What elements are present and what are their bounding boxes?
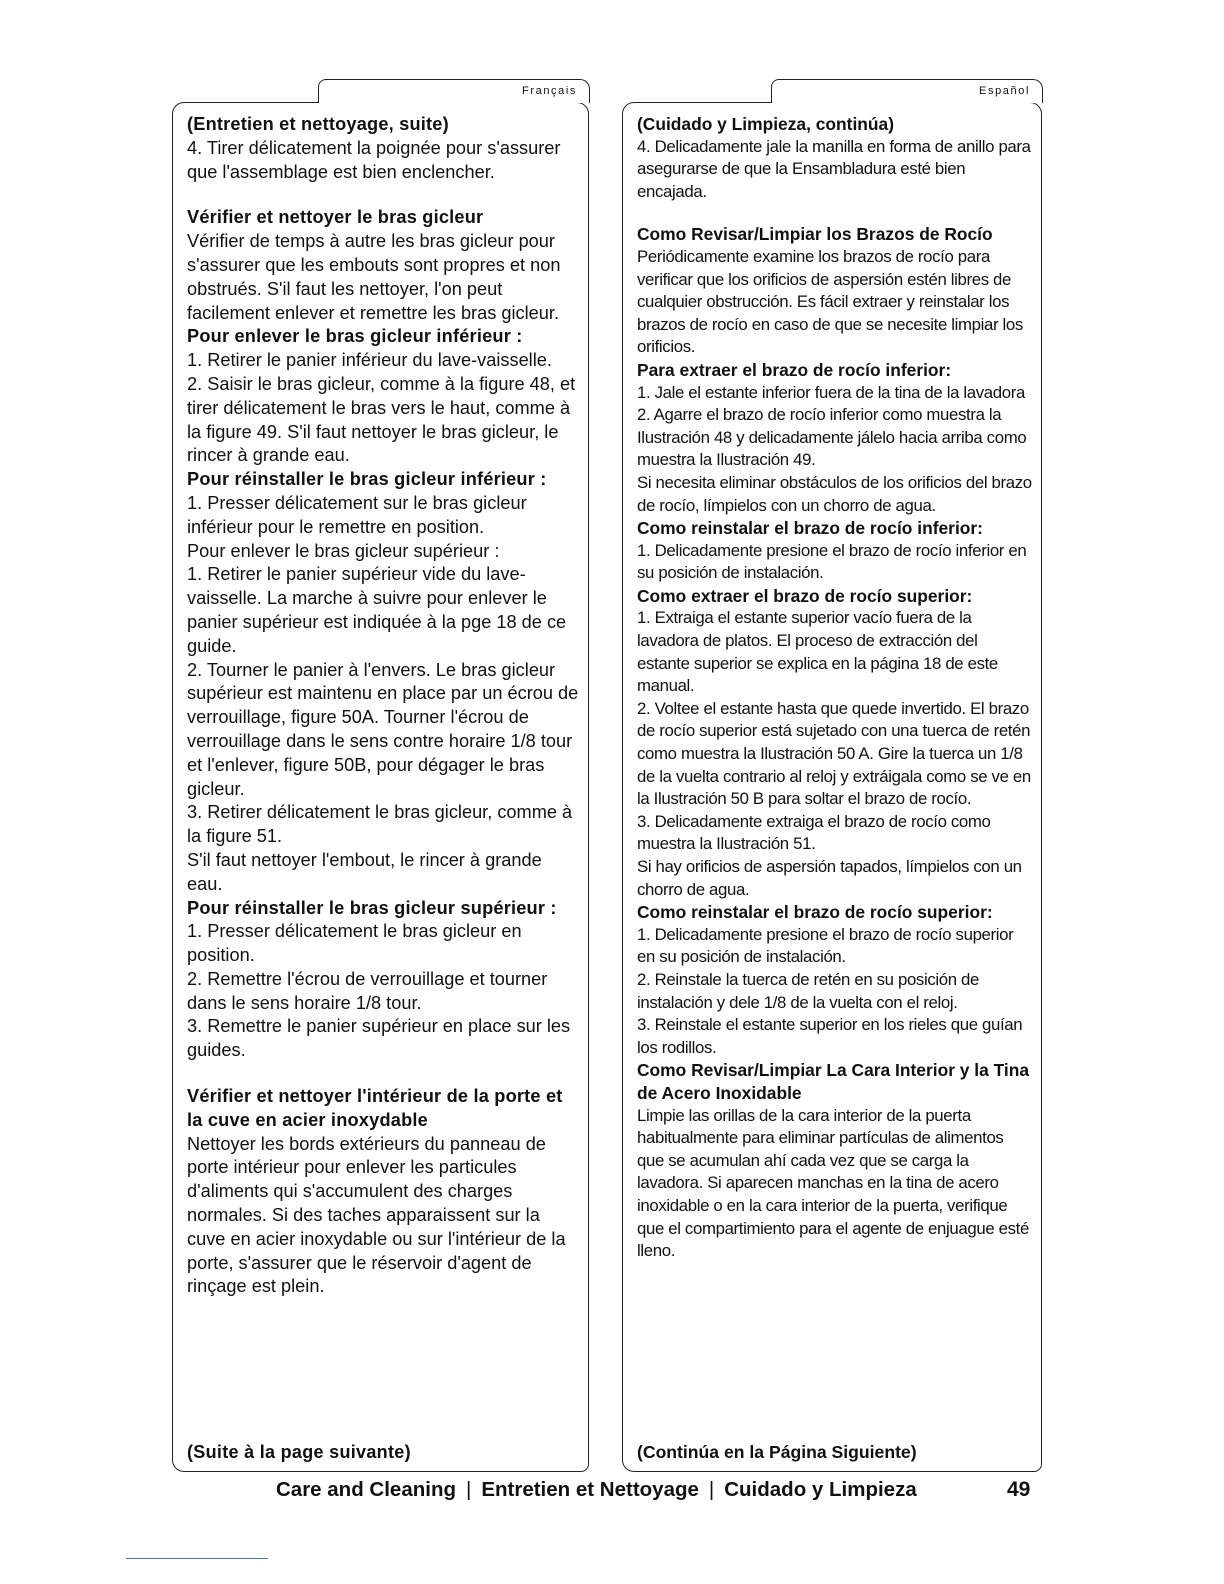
heading-reinstall-upper-arm: Pour réinstaller le bras gicleur supérieur :: [187, 897, 557, 918]
heading-reinstall-lower-arm: Pour réinstaller le bras gicleur inférieur :: [187, 469, 547, 490]
step: 1. Jale el estante inferior fuera de la tina de la lavadora: [637, 382, 1025, 402]
heading-door-and-tub: Vérifier et nettoyer l'intérieur de la porte et la cuve en acier inoxydable: [187, 1086, 563, 1130]
spanish-language-tab: Español: [771, 79, 1043, 103]
footer-section-english: Care and Cleaning: [276, 1478, 456, 1501]
page-number: 49: [1007, 1478, 1031, 1501]
step: 1. Presser délicatement sur le bras gicleur inférieur pour le remettre en position.: [187, 492, 527, 537]
step: 1. Delicadamente presione el brazo de rocío inferior en su posición de instalación.: [637, 540, 1027, 583]
french-column: [172, 85, 589, 1472]
step: 3. Retirer délicatement le bras gicleur, comme à la figure 51.: [187, 802, 573, 847]
heading-door-and-tub: Como Revisar/Limpiar La Cara Interior y la Tina de Acero Inoxidable: [637, 1060, 1030, 1103]
paragraph: Si hay orificios de aspersión tapados, límpielos con un chorro de agua.: [637, 857, 1022, 899]
spanish-column: [622, 85, 1042, 1472]
heading-remove-upper-arm: Como extraer el brazo de rocío superior:: [637, 585, 973, 606]
paragraph: Si necesita eliminar obstáculos de los orificios del brazo de rocío, límpielos con un chorro de agua.: [637, 472, 1032, 515]
step: 2. Reinstale la tuerca de retén en su posición de instalación y dele 1/8 de la vuelta con el reloj.: [637, 969, 980, 1012]
step: 1. Retirer le panier inférieur du lave-vaisselle.: [187, 350, 552, 371]
continued-note: (Suite à la page suivante): [187, 1442, 411, 1462]
heading-continued: (Cuidado y Limpieza, continúa): [637, 114, 895, 134]
step: 2. Voltee el estante hasta que quede invertido. El brazo de rocío superior está sujetado con una tuerca de retén como muestra la Ilustración 50 A. Gire la tuerca un 1/8 de la vuelta contrario al reloj y extráigala como se ve en la Ilustración 50 B para soltar el brazo de rocío.: [637, 698, 1031, 809]
footer-section-french: Entretien et Nettoyage: [481, 1478, 699, 1501]
french-content: [187, 113, 580, 1299]
footer-section-spanish: Cuidado y Limpieza: [724, 1478, 917, 1501]
step: 2. Agarre el brazo de rocío inferior como muestra la Ilustración 48 y delicadamente jálelo hacia arriba como muestra la Ilustración 49.: [637, 405, 1027, 470]
bottom-rule: [126, 1558, 268, 1559]
step: 3. Reinstale el estante superior en los rieles que guían los rodillos.: [637, 1015, 1023, 1057]
paragraph: Limpie las orillas de la cara interior de la puerta habitualmente para eliminar partículas de alimentos que se acumulan ahí cada vez que se carga la lavadora. Si aparecen manchas en la tina de acero inoxidable o en la cara interior de la puerta, verifique que el compartimiento para el agente de enjuague esté lleno.: [637, 1105, 1029, 1261]
footer-separator: |: [708, 1478, 715, 1501]
heading-reinstall-lower-arm: Como reinstalar el brazo de rocío inferior:: [637, 518, 983, 539]
step: 1. Retirer le panier supérieur vide du lave-vaisselle. La marche à suivre pour enlever le panier supérieur est indiquée à la pge 18 de ce guide.: [187, 564, 567, 656]
page-footer: [276, 1478, 917, 1502]
step: 2. Remettre l'écrou de verrouillage et tourner dans le sens horaire 1/8 tour.: [187, 968, 548, 1013]
heading-check-spray-arms: Vérifier et nettoyer le bras gicleur: [187, 207, 484, 228]
paragraph: 4. Delicadamente jale la manilla en forma de anillo para asegurarse de que la Ensambladura esté bien encajada.: [637, 136, 1031, 201]
step: 1. Presser délicatement le bras gicleur en position.: [187, 921, 522, 966]
step: 2. Tourner le panier à l'envers. Le bras gicleur supérieur est maintenu en place par un écrou de verrouillage, figure 50A. Tourner l'écrou de verrouillage dans le sens contre horaire 1/8 tour et l'enlever, figure 50B, pour dégager le bras gicleur.: [187, 659, 579, 799]
paragraph: S'il faut nettoyer l'embout, le rincer à grande eau.: [187, 849, 542, 894]
heading-reinstall-upper-arm: Como reinstalar el brazo de rocío superior:: [637, 902, 993, 923]
footer-separator: |: [466, 1478, 472, 1501]
continued-note: (Continúa en la Página Siguiente): [637, 1442, 917, 1462]
paragraph: 4. Tirer délicatement la poignée pour s'assurer que l'assemblage est bien enclencher.: [187, 137, 561, 182]
step: 3. Delicadamente extraiga el brazo de rocío como muestra la Ilustración 51.: [637, 811, 991, 854]
spanish-content: [637, 113, 1033, 1263]
paragraph: Vérifier de temps à autre les bras gicleur pour s'assurer que les embouts sont propres et non obstrués. S'il faut les nettoyer, l'on peut facilement enlever et remettre les bras gicleur.: [187, 231, 561, 323]
paragraph: Pour enlever le bras gicleur supérieur :: [187, 540, 500, 561]
heading-check-spray-arms: Como Revisar/Limpiar los Brazos de Rocío: [637, 224, 993, 245]
step: 3. Remettre le panier supérieur en place sur les guides.: [187, 1016, 571, 1061]
step: 1. Delicadamente presione el brazo de rocío superior en su posición de instalación.: [637, 924, 1014, 967]
step: 2. Saisir le bras gicleur, comme à la figure 48, et tirer délicatement le bras vers le haut, comme à la figure 49. S'il faut nettoyer le bras gicleur, le rincer à grande eau.: [187, 373, 576, 466]
step: 1. Extraiga el estante superior vacío fuera de la lavadora de platos. El proceso de extracción del estante superior se explica en la página 18 de este manual.: [637, 608, 998, 696]
heading-continued: (Entretien et nettoyage, suite): [187, 114, 449, 134]
heading-remove-lower-arm: Para extraer el brazo de rocío inferior:: [637, 359, 952, 380]
heading-remove-lower-arm: Pour enlever le bras gicleur inférieur :: [187, 326, 523, 347]
paragraph: Nettoyer les bords extérieurs du panneau de porte intérieur pour enlever les particules d'aliments qui s'accumulent des charges normales. Si des taches apparaissent sur la cuve en acier inoxydable ou sur l'intérieur de la porte, s'assurer que le réservoir d'agent de rinçage est plein.: [187, 1133, 566, 1297]
paragraph: Periódicamente examine los brazos de rocío para verificar que los orificios de aspersión estén libres de cualquier obstrucción. Es fácil extraer y reinstalar los brazos de rocío en caso de que se necesite limpiar los orificios.: [637, 246, 1023, 357]
french-language-tab: Français: [318, 79, 590, 103]
